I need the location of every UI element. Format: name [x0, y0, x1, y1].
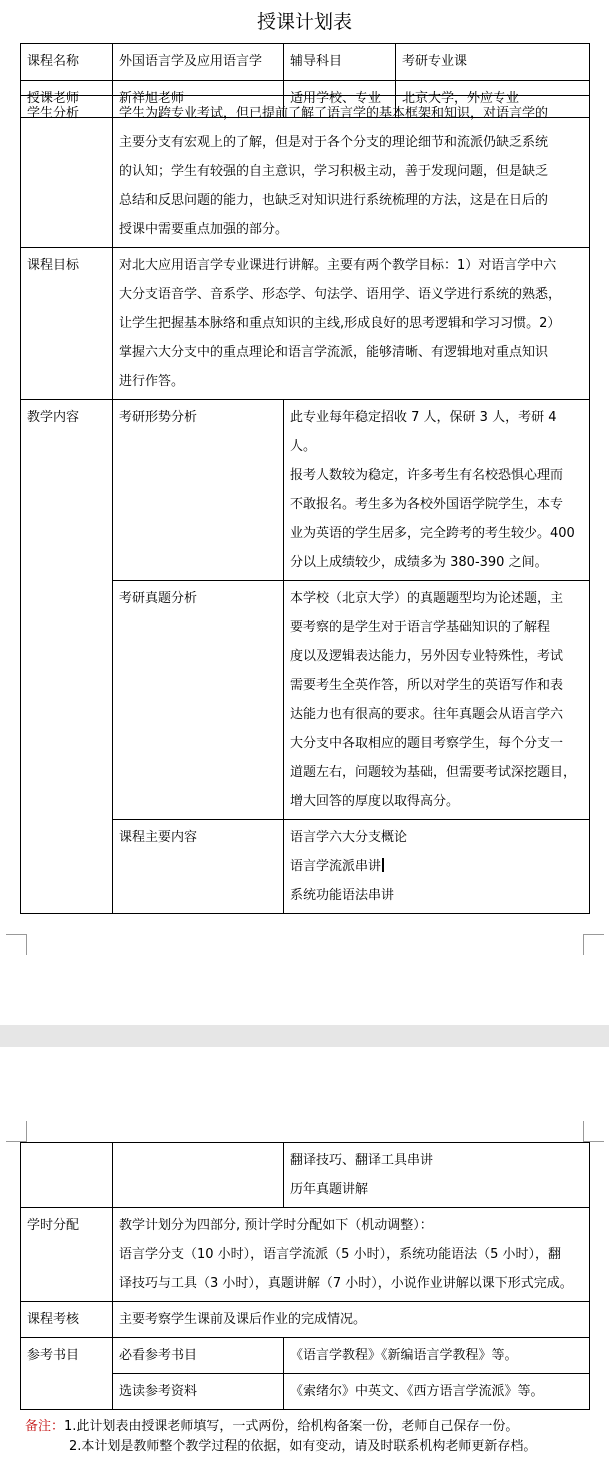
text-line: [290, 852, 583, 881]
text-line: 不敢报名。考生多为各校外国语学院学生，本专: [290, 497, 564, 512]
main-content-value-continued[interactable]: [284, 1143, 590, 1208]
empty-cell: [113, 1143, 284, 1208]
page-corner-mark-icon: [6, 934, 27, 955]
text-line: 分以上成绩较少，成绩多为 380-390 之间。: [290, 555, 548, 570]
text-line: 总结和反思问题的能力，也缺乏对知识进行系统梳理的方法，这是在日后的: [119, 193, 549, 208]
page-corner-mark-icon: [583, 1121, 604, 1142]
assessment-label: 课程考核: [21, 1302, 113, 1338]
teacher-value[interactable]: 新祥旭老师: [113, 81, 284, 118]
note-prefix: 备注：: [25, 1419, 65, 1434]
text-line: 进行作答。: [119, 374, 185, 389]
past-exam-value[interactable]: [284, 581, 590, 820]
references-label: 参考书目: [21, 1338, 113, 1410]
text-line: 大分支语音学、音系学、形态学、句法学、语用学、语义学进行系统的熟悉，: [119, 287, 562, 302]
table-row: [21, 1143, 590, 1208]
text-line: 语言学六大分支概论: [290, 830, 408, 845]
assessment-value[interactable]: 主要考察学生课前及课后作业的完成情况。: [113, 1302, 590, 1338]
text-line: 主要分支有宏观上的了解，但是对于各个分支的理论细节和流派仍缺乏系统: [119, 135, 549, 150]
text-line: 的认知；学生有较强的自主意识，学习积极主动，善于发现问题，但是缺乏: [119, 164, 549, 179]
document-page-2: [0, 1047, 609, 1472]
text-line: 语言学分支（10 小时），语言学流派（5 小时），系统功能语法（5 小时），翻: [119, 1247, 561, 1262]
optional-books-label: 选读参考资料: [113, 1374, 284, 1410]
text-line: 掌握六大分支中的重点理论和语言学流派，能够清晰、有逻辑地对重点知识: [119, 345, 549, 360]
text-line: 要考察的是学生对于语言学基础知识的了解程: [290, 620, 551, 635]
course-name-label: 课程名称: [21, 44, 113, 81]
empty-cell: [21, 1143, 113, 1208]
text-line-content: 语言学流派串讲: [290, 859, 382, 874]
text-line: 翻译技巧、翻译工具串讲: [290, 1153, 434, 1168]
target-school-value[interactable]: 北京大学，外应专业: [396, 81, 590, 118]
table-row: [21, 248, 590, 400]
text-line: 本学校（北京大学）的真题题型均为论述题，主: [290, 591, 564, 606]
page-break-gap: [0, 1025, 609, 1047]
page-corner-mark-icon: [583, 934, 604, 955]
main-content-value[interactable]: [284, 820, 590, 914]
note-line-2: 2.本计划是教师整个教学过程的依据，如有变动，请及时联系机构老师更新存档。: [69, 1439, 537, 1454]
subject-label: 辅导科目: [284, 44, 396, 81]
text-line: 大分支中各取相应的题目考察学生，每个分支一: [290, 736, 564, 751]
student-analysis-label: 学生分析: [21, 96, 113, 248]
text-line: 让学生把握基本脉络和重点知识的主线,形成良好的思考逻辑和学习习惯。2）: [119, 316, 561, 331]
table-row: [21, 44, 590, 81]
table-row: [21, 1302, 590, 1338]
text-line: 需要考生全英作答，所以对学生的英语写作和表: [290, 678, 564, 693]
text-line: 教学计划分为四部分, 预计学时分配如下（机动调整）：: [119, 1218, 433, 1233]
text-line: 增大回答的厚度以取得高分。: [290, 794, 460, 809]
exam-situation-value[interactable]: [284, 400, 590, 581]
text-line: 系统功能语法串讲: [290, 888, 395, 903]
table-row: [21, 1338, 590, 1374]
lesson-plan-table-continued: [20, 1142, 590, 1410]
subject-value[interactable]: 考研专业课: [396, 44, 590, 81]
schedule-label: 学时分配: [21, 1208, 113, 1302]
note-line-1: 1.此计划表由授课老师填写，一式两份，给机构备案一份，老师自己保存一份。: [64, 1419, 519, 1434]
teacher-label: 授课老师: [21, 81, 113, 118]
table-row: [21, 1208, 590, 1302]
text-line: 报考人数较为稳定，许多考生有名校恐惧心理而: [290, 468, 564, 483]
required-books-label: 必看参考书目: [113, 1338, 284, 1374]
lesson-plan-table-body: [20, 95, 590, 914]
text-line: 历年真题讲解: [290, 1182, 369, 1197]
page-corner-mark-icon: [6, 1121, 27, 1142]
page-title: 授课计划表: [256, 11, 352, 33]
teaching-content-label: 教学内容: [21, 400, 113, 914]
text-line: 达能力也有很高的要求。往年真题会从语言学六: [290, 707, 564, 722]
text-line: 道题左右，问题较为基础，但需要考试深挖题目，: [290, 765, 577, 780]
text-cursor-icon: [382, 858, 384, 872]
text-line: 度以及逻辑表达能力，另外因专业特殊性，考试: [290, 649, 564, 664]
target-school-label: 适用学校、专业: [284, 81, 396, 118]
text-line: 学生为跨专业考试，但已提前了解了语言学的基本框架和知识，对语言学的: [119, 106, 549, 121]
text-line: 业为英语的学生居多，完全跨考的考生较少。400: [290, 526, 575, 541]
course-name-value[interactable]: 外国语言学及应用语言学: [113, 44, 284, 81]
text-line: 译技巧与工具（3 小时），真题讲解（7 小时），小说作业讲解以课下形式完成。: [119, 1276, 573, 1291]
course-goal-value[interactable]: [113, 248, 590, 400]
past-exam-label: 考研真题分析: [113, 581, 284, 820]
table-row: [21, 400, 590, 581]
text-line: 此专业每年稳定招收 7 人，保研 3 人，考研 4 人。: [290, 410, 557, 454]
table-row: [21, 96, 590, 248]
text-line: 对北大应用语言学专业课进行讲解。主要有两个教学目标：1）对语言学中六: [119, 258, 557, 273]
schedule-value[interactable]: [113, 1208, 590, 1302]
course-goal-label: 课程目标: [21, 248, 113, 400]
required-books-value[interactable]: 《语言学教程》《新编语言学教程》等。: [284, 1338, 590, 1374]
text-line: 授课中需要重点加强的部分。: [119, 222, 289, 237]
footnote: [25, 1417, 536, 1457]
main-content-label: 课程主要内容: [113, 820, 284, 914]
exam-situation-label: 考研形势分析: [113, 400, 284, 581]
student-analysis-value[interactable]: [113, 96, 590, 248]
optional-books-value[interactable]: 《索绪尔》中英文、《西方语言学流派》等。: [284, 1374, 590, 1410]
